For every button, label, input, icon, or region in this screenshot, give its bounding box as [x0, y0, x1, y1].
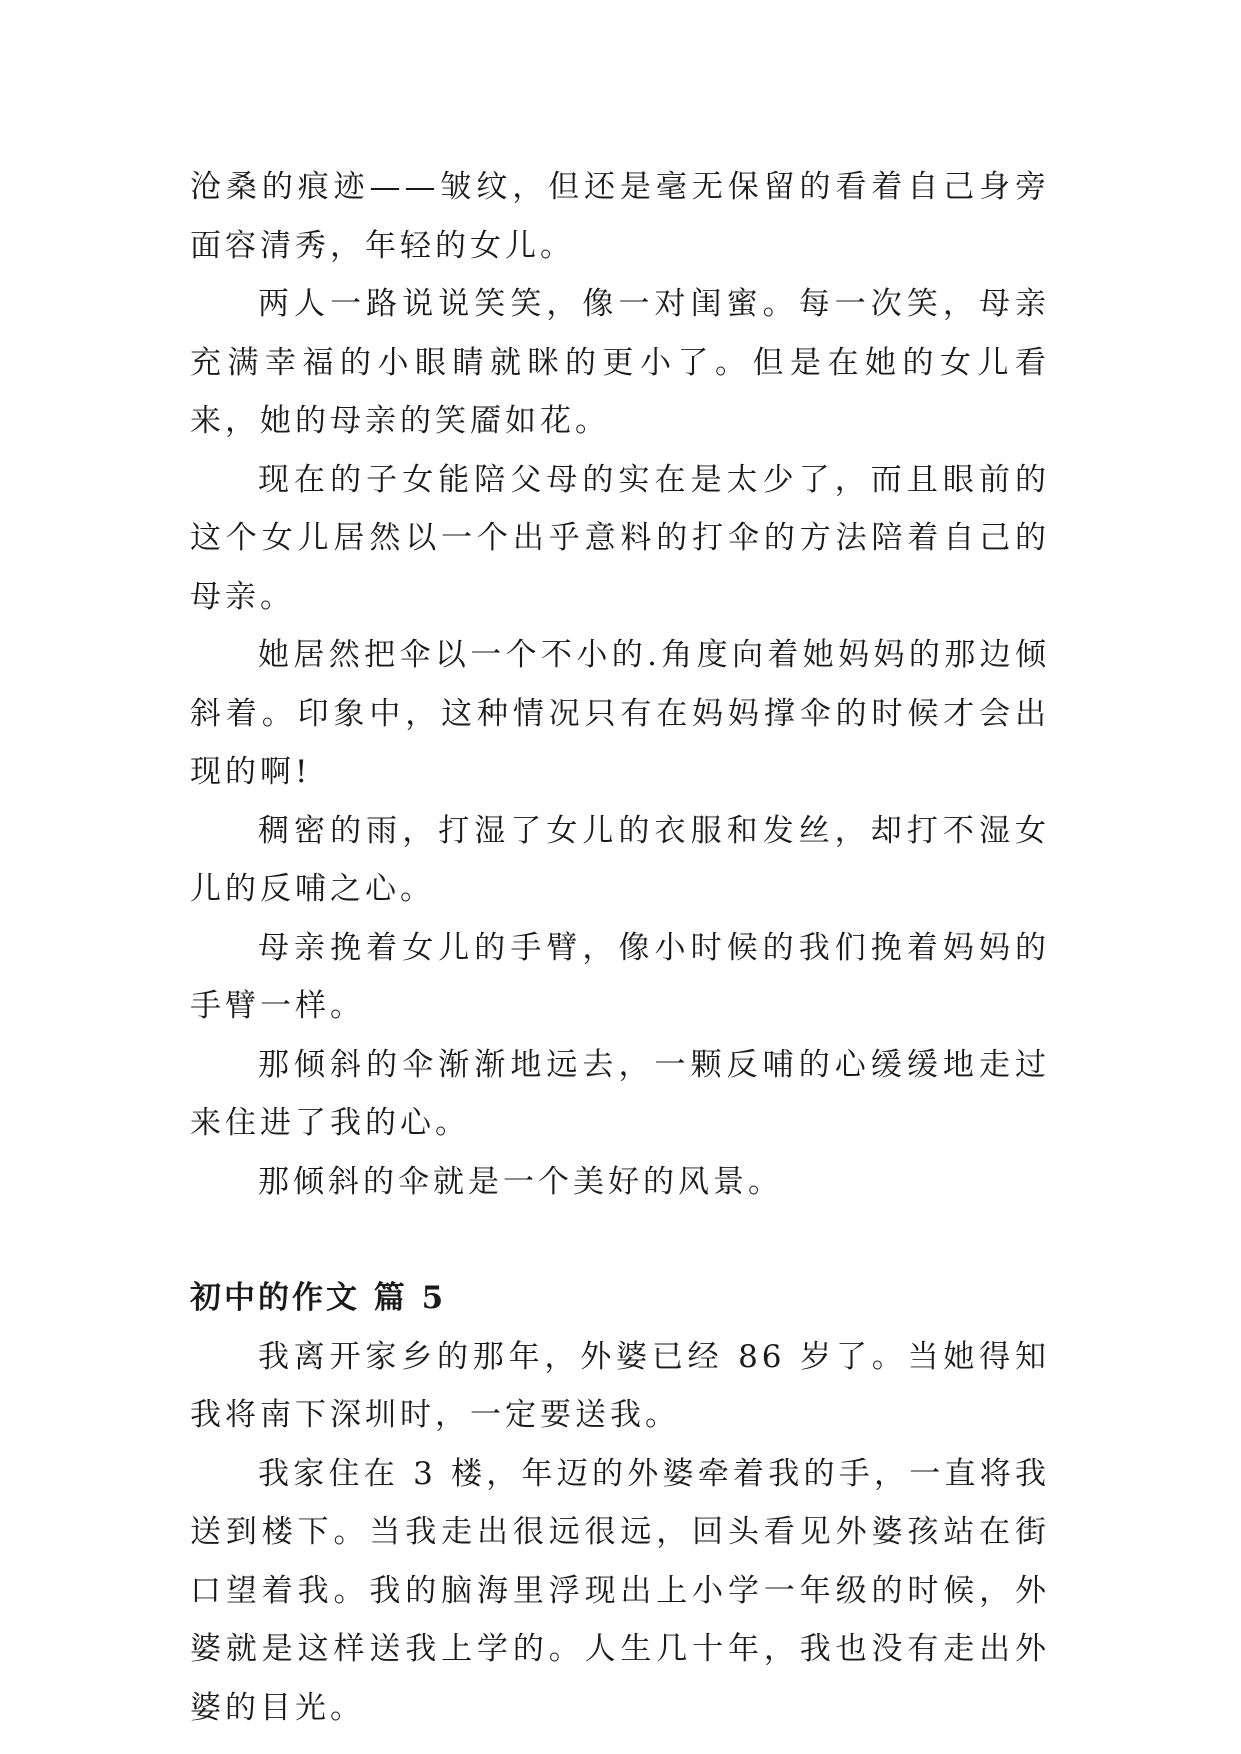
paragraph-7: 那倾斜的伞渐渐地远去，一颗反哺的心缓缓地走过来住进了我的心。: [190, 1046, 1050, 1141]
paragraph-3: 现在的子女能陪父母的实在是太少了，而且眼前的这个女儿居然以一个出乎意料的打伞的方法陪着自己的母亲。: [190, 461, 1050, 615]
paragraph-9: 我离开家乡的那年，外婆已经 86 岁了。当她得知我将南下深圳时，一定要送我。: [190, 1338, 1050, 1433]
paragraph-6: 母亲挽着女儿的手臂，像小时候的我们挽着妈妈的手臂一样。: [190, 929, 1050, 1024]
paragraph-1: 沧桑的痕迹——皱纹，但还是毫无保留的看着自己身旁面容清秀，年轻的女儿。: [190, 169, 1050, 264]
paragraph-10: 我家住在 3 楼，年迈的外婆牵着我的手，一直将我送到楼下。当我走出很远很远，回头看见外婆孩站在街口望着我。我的脑海里浮现出上小学一年级的时候，外婆就是这样送我上学的。人生几十年，我也没有走出外婆的目光。: [190, 1455, 1050, 1726]
document-page: [190, 158, 1050, 1737]
paragraph-2: 两人一路说说笑笑，像一对闺蜜。每一次笑，母亲充满幸福的小眼睛就眯的更小了。但是在她的女儿看来，她的母亲的笑靥如花。: [190, 286, 1050, 439]
paragraph-8: 那倾斜的伞就是一个美好的风景。: [258, 1163, 783, 1200]
paragraph-4: 她居然把伞以一个不小的.角度向着她妈妈的那边倾斜着。印象中，这种情况只有在妈妈撑伞的时候才会出现的啊!: [190, 637, 1050, 790]
paragraph-5: 稠密的雨，打湿了女儿的衣服和发丝，却打不湿女儿的反哺之心。: [190, 812, 1050, 907]
section-title: 初中的作文 篇 5: [190, 1280, 447, 1316]
